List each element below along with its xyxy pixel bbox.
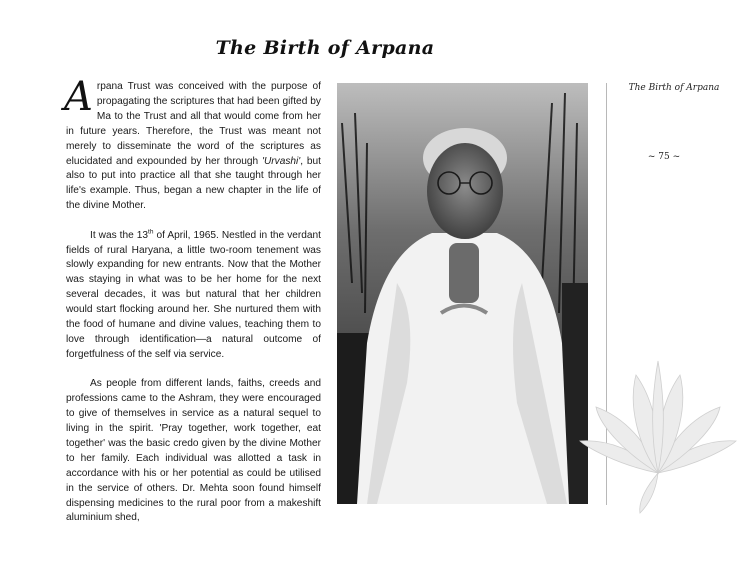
drop-cap: A xyxy=(64,74,93,120)
running-head: The Birth of Arpana xyxy=(628,83,720,93)
paragraph-2-text: It was the 13 xyxy=(90,229,149,241)
paragraph-1-italic: 'Urvashi' xyxy=(262,155,301,167)
chapter-title: The Birth of Arpana xyxy=(215,37,435,59)
paragraph-1 xyxy=(64,74,321,214)
paragraph-1-end: , but also to put into practice all that she taught through her life's example. Thus, began a new chapter in the life of the divine Mother. xyxy=(66,155,321,212)
ordinal-suffix: th xyxy=(148,228,154,236)
page-number: ~ 75 ~ xyxy=(647,152,681,162)
paragraph-3 xyxy=(66,377,321,526)
lotus-flower-icon xyxy=(578,355,738,520)
paragraph-1-text: rpana Trust was conceived with the purpose of propagating the scriptures that had been gifted by Ma to the Trust and all that would come from her in future years. Therefore, the Trust was meant not merely to disseminate the word of the scriptures as elucidated and expounded by her through xyxy=(66,81,321,167)
photo-illustration xyxy=(337,83,588,504)
body-text xyxy=(64,74,321,541)
paragraph-2 xyxy=(66,229,321,363)
paragraph-2-end: of April, 1965. Nestled in the verdant fields of rural Haryana, a little two-room tenement was slowly expanding for new entrants. Now that the Mother was staying in what was to be her home for the next several decades, it was but natural that her children would start flocking around her. She nurtured them with the food of humane and divine values, teaching them to love through identification—a natural outcome of forgetfulness of the self via service. xyxy=(66,229,321,360)
paragraph-3-text: As people from different lands, faiths, creeds and professions came to the Ashram, they were encouraged to give of themselves in service as a natural sequel to living in the spirit. 'Pray together, work together, eat together' was the basic credo given by the divine Mother to her family. Each individual was allotted a task in accordance with his or her potential as could be utilised in the service of others. Dr. Mehta soon found himself dispensing medicines to the rural poor from a makeshift aluminium shed, xyxy=(66,378,321,524)
black-and-white-photo xyxy=(337,83,588,504)
